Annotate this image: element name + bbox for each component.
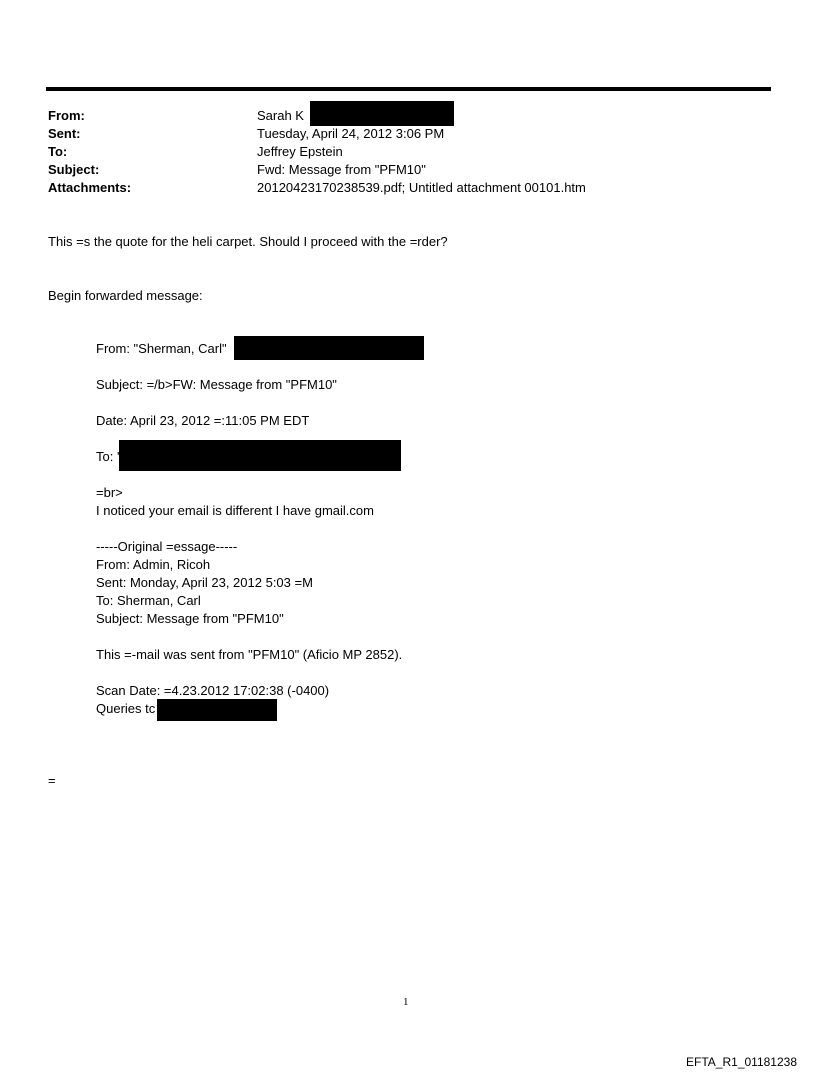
queries-text: Queries tc (96, 701, 156, 716)
body-line-forwarded: Begin forwarded message: (48, 288, 203, 303)
trailing-equals: = (48, 773, 56, 788)
fwd-from-text: From: "Sherman, Carl" (96, 341, 227, 356)
fwd-to-text: To: ' (96, 449, 120, 464)
header-rule (46, 87, 771, 91)
subject-label: Subject: (48, 162, 100, 177)
orig-header: -----Original =essage----- (96, 539, 238, 554)
sent-from-device: This =-mail was sent from "PFM10" (Aficio MP 2852). (96, 647, 403, 662)
redaction-box (157, 699, 277, 721)
header-attachments-row (48, 179, 768, 197)
from-label: From: (48, 108, 85, 123)
body-line-quote: This =s the quote for the heli carpet. Should I proceed with the =rder? (48, 234, 448, 249)
from-value (257, 107, 454, 126)
attachments-value: 20120423170238539.pdf; Untitled attachment 00101.htm (257, 180, 586, 195)
redaction-box (310, 101, 454, 126)
fwd-date: Date: April 23, 2012 =:11:05 PM EDT (96, 413, 310, 428)
to-value: Jeffrey Epstein (257, 144, 343, 159)
redaction-box (234, 336, 424, 360)
queries-line (96, 700, 277, 718)
sent-value: Tuesday, April 24, 2012 3:06 PM (257, 126, 445, 141)
header-sent-row (48, 125, 768, 143)
fwd-from (96, 340, 424, 358)
fwd-br: =br> (96, 485, 123, 500)
orig-subject: Subject: Message from "PFM10" (96, 611, 284, 626)
document-id: EFTA_R1_01181238 (686, 1055, 797, 1069)
from-name: Sarah K (257, 108, 304, 123)
subject-value: Fwd: Message from "PFM10" (257, 162, 426, 177)
header-from-row (48, 107, 768, 125)
redaction-box (119, 440, 401, 471)
page-number: 1 (403, 996, 409, 1008)
orig-from: From: Admin, Ricoh (96, 557, 211, 572)
orig-sent: Sent: Monday, April 23, 2012 5:03 =M (96, 575, 313, 590)
attachments-label: Attachments: (48, 180, 132, 195)
scan-date: Scan Date: =4.23.2012 17:02:38 (-0400) (96, 683, 330, 698)
header-subject-row (48, 161, 768, 179)
orig-to: To: Sherman, Carl (96, 593, 201, 608)
header-to-row (48, 143, 768, 161)
to-label: To: (48, 144, 68, 159)
fwd-noticed: I noticed your email is different I have gmail.com (96, 503, 374, 518)
sent-label: Sent: (48, 126, 81, 141)
fwd-to (96, 448, 401, 466)
fwd-subject: Subject: =/b>FW: Message from "PFM10" (96, 377, 337, 392)
